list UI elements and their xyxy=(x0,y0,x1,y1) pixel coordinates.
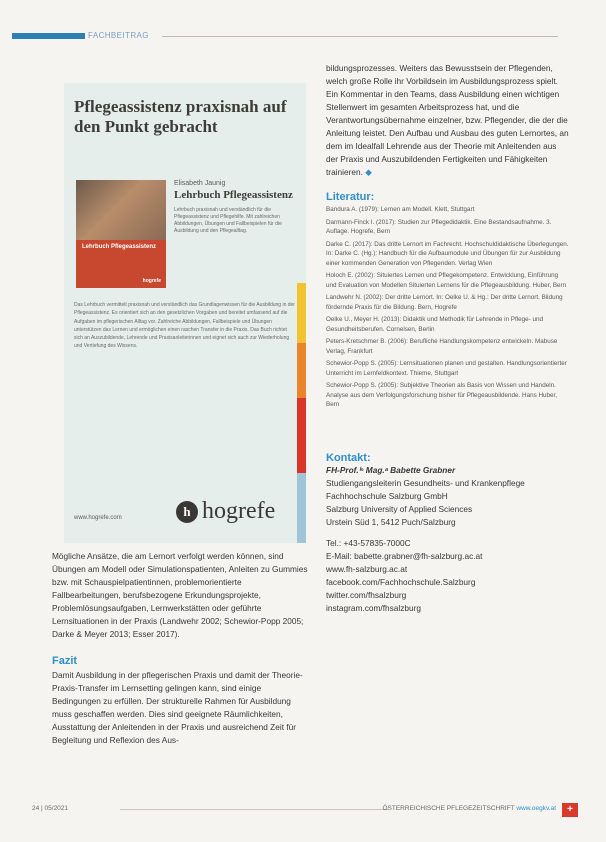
ad-color-stripe xyxy=(297,343,306,398)
contact-line: Salzburg University of Applied Sciences xyxy=(326,504,473,514)
header-rule xyxy=(162,36,558,37)
page-footer xyxy=(32,803,578,817)
contact-facebook[interactable]: facebook.com/Fachhochschule.Salzburg xyxy=(326,577,476,587)
literature-section xyxy=(326,191,570,413)
contact-line: Studiengangsleiterin Gesundheits- und Krankenpflege xyxy=(326,478,525,488)
book-title: Lehrbuch Pflegeassistenz xyxy=(174,189,293,201)
body-paragraph: Mögliche Ansätze, die am Lernort verfolgt werden können, sind Übungen am Modell oder Simulationspatienten, Anleiten zu Gummies bzw. mit Schauspielpatientinnen, problemorientierte Fallbearbeitungen, berufsbezogene Erkundungsprojekte, Problemlösungsaufgaben, Lernwerkstätten oder geführte Lernsituationen in der Praxis (Landwehr 2002; Schewior-Popp 2005; Darke & Meyer 2013; Esser 2017). xyxy=(52,551,308,639)
book-cover-logo: hogrefe xyxy=(142,278,161,284)
section-color-block xyxy=(12,33,85,39)
page-number: 24 | 05/2021 xyxy=(32,805,69,812)
ad-title: Pflegeassistenz praxisnah auf den Punkt gebracht xyxy=(74,97,287,136)
contact-name: FH-Prof.ⁱⁿ Mag.ᵃ Babette Grabner xyxy=(326,465,456,475)
contact-heading: Kontakt: xyxy=(326,452,371,464)
section-label: FACHBEITRAG xyxy=(88,31,149,40)
intro-text: bildungsprozesses. Weiters das Bewusstsein der Pflegenden, welch große Rolle ihr Vorbildsein im Ausbildungsprozess spielt. Ein Kommentar in den Teams, dass Ausbildung einen wichtigen Stellenwert im gesamten Arbeitsprozess hat, und die Verantwortungsübernahme einzelner, bzw. Pflegender, die der die Anleitung leistet. Den Aufbau und Ausbau des guten Lernortes, an dem im Idealfall Lehrende aus der Theorie mit Anleitenden aus der Praxis und Auszubildenden Fertigkeiten und Fähigkeiten trainieren. xyxy=(326,63,569,177)
hogrefe-logo-icon: h xyxy=(176,501,198,523)
literature-item: Holoch E. (2002): Situiertes Lernen und Pflegekompetenz. Entwicklung, Einführung und Evaluation von Modellen Situierten Lernens für die Pflegeausbildung. Huber, Bern xyxy=(326,272,567,289)
ad-color-stripe xyxy=(297,398,306,473)
fazit-text: Damit Ausbildung in der pflegerischen Praxis und damit der Theorie-Praxis-Transfer im Lernsetting gelingen kann, sind einige Bedingungen zu erfüllen. Der strukturelle Rahmen für Ausbildung muss geschaffen werden. Dies sind geeignete Räumlichkeiten, Ausstattung der Anleitenden in der Praxis und ausreichend Zeit für Begleitung und Reflexion des Aus- xyxy=(52,670,303,745)
left-column xyxy=(52,550,309,747)
footer-rule xyxy=(120,809,388,810)
book-description: Lehrbuch praxisnah und verständlich für die Pflegeassistenz und Pflegehilfe. Mit zahlreichen Abbildungen, Übungen und Fallbeispielen für die Ausbildung und den Pflegealltag. xyxy=(174,207,282,234)
book-advertisement xyxy=(64,83,306,543)
book-cover-photo xyxy=(76,180,166,240)
literature-item: Oelke U., Meyer H. (2013): Didaktik und Methodik für Lehrende in Pflege- und Gesundheitsberufen. Cornelsen, Berlin xyxy=(326,316,544,333)
literature-item: Bandura A. (1979): Lernen am Modell. Klett, Stuttgart xyxy=(326,206,475,213)
literature-item: Peters-Kretschmer B. (2006): Berufliche Handlungskompetenz entwickeln. Mabuse Verlag, Frankfurt xyxy=(326,338,558,355)
end-mark-icon: ◆ xyxy=(365,167,372,177)
contact-website[interactable]: www.fh-salzburg.ac.at xyxy=(326,564,408,574)
book-cover xyxy=(76,180,166,288)
contact-twitter[interactable]: twitter.com/fhsalzburg xyxy=(326,590,407,600)
book-info xyxy=(174,180,298,235)
ad-color-stripe xyxy=(297,473,306,543)
publication-name xyxy=(382,805,556,812)
fazit-heading: Fazit xyxy=(52,655,78,667)
ad-color-stripe xyxy=(297,283,306,343)
contact-line: Urstein Süd 1, 5412 Puch/Salzburg xyxy=(326,517,456,527)
section-header xyxy=(12,29,558,43)
contact-line: Fachhochschule Salzburg GmbH xyxy=(326,491,448,501)
publication-logo-icon: + xyxy=(562,803,578,817)
hogrefe-logo xyxy=(176,498,275,525)
literature-heading: Literatur: xyxy=(326,191,375,203)
contact-email[interactable]: E-Mail: babette.grabner@fh-salzburg.ac.at xyxy=(326,551,483,561)
contact-phone: Tel.: +43-57835-7000C xyxy=(326,538,411,548)
literature-item: Schewior-Popp S. (2005): Lernsituationen planen und gestalten. Handlungsorientierter Unterricht im Lernfeldkontext. Thieme, Stuttgart xyxy=(326,360,567,377)
literature-item: Schewior-Popp S. (2005): Subjektive Theorien als Basis von Wissen und Handeln. Analyse aus dem Verfolgungsforschung bisher für Pflegeausbildende. Hans Huber, Bern xyxy=(326,382,558,408)
literature-item: Darmann-Finck I. (2017): Studien zur Pflegedidaktik. Eine Bestandsaufnahme. 3. Auflage. Hogrefe, Bern xyxy=(326,218,552,235)
publication-title: ÖSTERREICHISCHE PFLEGEZEITSCHRIFT xyxy=(382,805,515,812)
literature-item: Landwehr N. (2002): Der dritte Lernort. In: Oelke U. & Hg.: Der dritte Lernort. Bildung fördernde Praxis für die Bildung. Bern, Hogrefe xyxy=(326,294,563,311)
literature-item: Darke C. (2017): Das dritte Lernort im Fachrecht. Hochschuldidaktische Überlegungen. In: Darke C. (Hg.): Handbuch für die Aufbaumodule und Übungen für zur Ausbildung einer kommenden Generation von Pflegenden. Verlag Wien xyxy=(326,240,569,267)
ad-url[interactable]: www.hogrefe.com xyxy=(74,515,122,521)
ad-paragraph: Das Lehrbuch vermittelt praxisnah und verständlich das Grundlagenwissen für die Ausbildung in der Pflegeassistenz. Es orientiert sich an den gesetzlichen Vorgaben und bereitet umfassend auf die Aufgaben im pflegerischen Alltag vor. Zahlreiche Abbildungen, Fallbeispiele und Übungen unterstützen das Lernen und ermöglichen einen raschen Transfer in die Praxis. Das Buch richtet sich an Auszubildende, Lehrende und Praxisanleiterinnen und eignet sich auch zur Wiederholung und Vertiefung des Wissens. xyxy=(74,302,295,350)
right-column xyxy=(326,62,570,179)
contact-section xyxy=(326,452,570,615)
contact-instagram[interactable]: instagram.com/fhsalzburg xyxy=(326,603,421,613)
book-author: Elisabeth Jaunig xyxy=(174,180,226,187)
body-paragraph-continued xyxy=(326,62,570,179)
publication-url[interactable]: www.oegkv.at xyxy=(516,805,556,812)
book-cover-title: Lehrbuch Pflegeassistenz xyxy=(82,244,157,250)
hogrefe-logo-word: hogrefe xyxy=(202,498,276,524)
